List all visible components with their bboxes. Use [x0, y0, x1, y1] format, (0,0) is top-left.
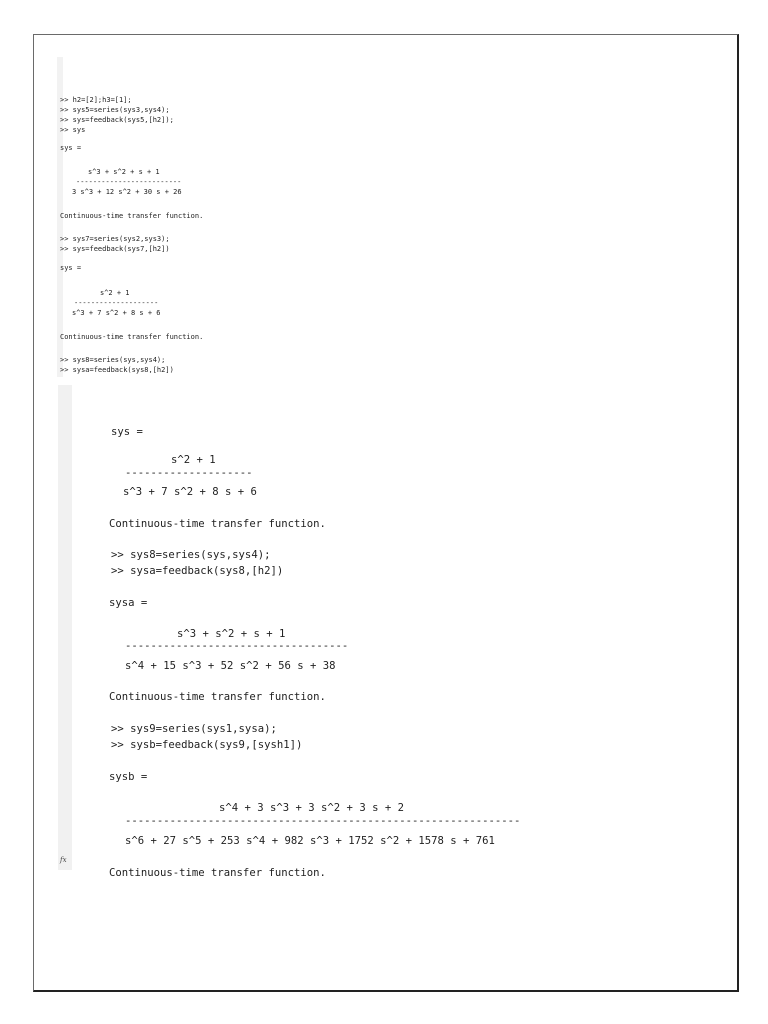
big-console-output — [75, 390, 635, 890]
big-line-18: s^6 + 27 s^5 + 253 s^4 + 982 s^3 + 1752 s^2 + 1578 s + 761 — [125, 835, 495, 847]
big-line-3: -------------------- — [125, 467, 253, 479]
small-line-15: s^3 + 7 s^2 + 8 s + 6 — [72, 309, 161, 317]
small-console-output — [60, 55, 680, 435]
big-line-2: s^2 + 1 — [171, 454, 216, 466]
small-line-8: 3 s^3 + 12 s^2 + 30 s + 26 — [72, 188, 182, 196]
big-line-4: s^3 + 7 s^2 + 8 s + 6 — [123, 486, 257, 498]
small-line-4: >> sys — [60, 126, 86, 134]
big-line-6: >> sys8=series(sys,sys4); — [111, 549, 271, 561]
big-line-14: >> sysb=feedback(sys9,[sysh1]) — [111, 739, 303, 751]
small-line-11: >> sys=feedback(sys7,[h2]) — [60, 245, 170, 253]
big-line-15: sysb = — [109, 771, 148, 783]
small-line-14: -------------------- — [74, 299, 159, 307]
big-line-12: Continuous-time transfer function. — [109, 691, 326, 703]
big-console-gutter — [58, 385, 72, 870]
fx-icon: fx — [60, 856, 67, 864]
small-line-18: >> sysa=feedback(sys8,[h2]) — [60, 366, 174, 374]
small-line-7: ------------------------- — [76, 178, 182, 186]
big-line-16: s^4 + 3 s^3 + 3 s^2 + 3 s + 2 — [219, 802, 404, 814]
big-line-5: Continuous-time transfer function. — [109, 518, 326, 530]
big-line-7: >> sysa=feedback(sys8,[h2]) — [111, 565, 284, 577]
big-line-13: >> sys9=series(sys1,sysa); — [111, 723, 277, 735]
big-line-8: sysa = — [109, 597, 148, 609]
small-line-6: s^3 + s^2 + s + 1 — [88, 168, 160, 176]
big-line-9: s^3 + s^2 + s + 1 — [177, 628, 286, 640]
small-line-16: Continuous-time transfer function. — [60, 333, 204, 341]
small-line-1: >> h2=[2];h3=[1]; — [60, 96, 132, 104]
big-line-19: Continuous-time transfer function. — [109, 867, 326, 879]
big-line-11: s^4 + 15 s^3 + 52 s^2 + 56 s + 38 — [125, 660, 336, 672]
big-line-10: ----------------------------------- — [125, 640, 349, 652]
big-line-17: -------------------------------------------------------------- — [125, 815, 521, 827]
small-line-9: Continuous-time transfer function. — [60, 212, 204, 220]
small-line-12: sys = — [60, 264, 82, 272]
small-line-5: sys = — [60, 144, 82, 152]
small-line-13: s^2 + 1 — [100, 289, 130, 297]
small-line-17: >> sys8=series(sys,sys4); — [60, 356, 166, 364]
big-line-1: sys = — [111, 426, 143, 438]
small-line-3: >> sys=feedback(sys5,[h2]); — [60, 116, 174, 124]
small-line-2: >> sys5=series(sys3,sys4); — [60, 106, 170, 114]
small-line-10: >> sys7=series(sys2,sys3); — [60, 235, 170, 243]
